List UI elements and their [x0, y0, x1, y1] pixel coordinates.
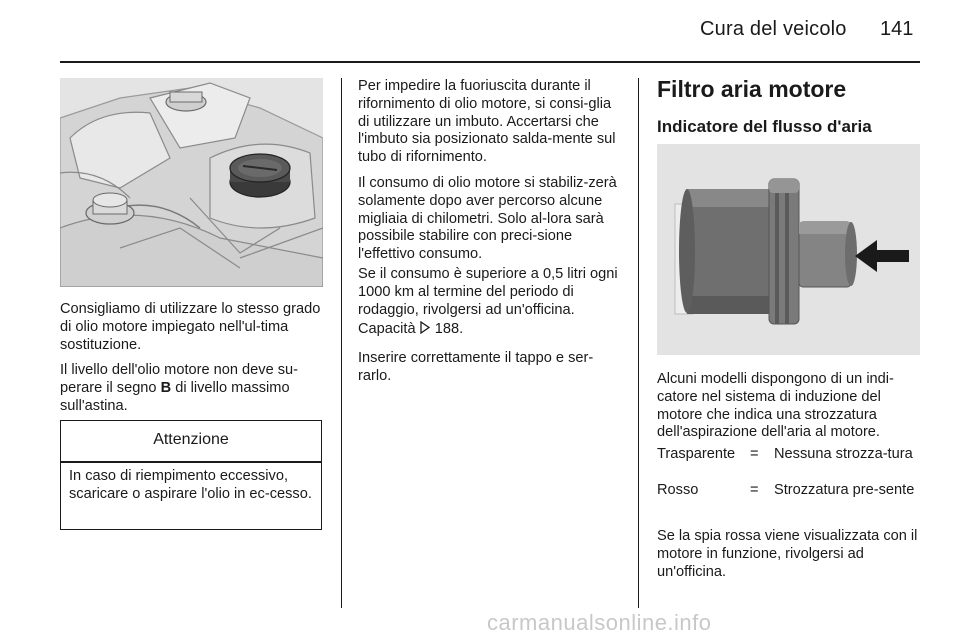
definition-term: Trasparente	[657, 446, 736, 462]
paragraph-cap: Inserire correttamente il tappo e ser-rarlo.	[358, 350, 594, 384]
header-rule	[60, 61, 920, 63]
section-subheading: Indicatore del flusso d'aria	[657, 117, 872, 136]
page-number: 141	[880, 18, 914, 40]
definition-term: Rosso	[657, 482, 699, 498]
oil-level-text-1: Il livello dell'olio motore non deve su-perare il segno	[60, 362, 299, 396]
definition-description: Nessuna strozza-tura	[774, 446, 913, 462]
running-header-title: Cura del veicolo	[700, 18, 847, 40]
indicator-definition-list	[657, 446, 921, 518]
section-heading: Filtro aria motore	[657, 76, 847, 102]
definition-equals: =	[750, 482, 759, 498]
warning-title: Attenzione	[153, 431, 229, 448]
paragraph-red-indicator: Se la spia rossa viene visualizzata con il motore in funzione, rivolgersi ad un'officina.	[657, 528, 918, 580]
paragraph-oil-grade: Consigliamo di utilizzare lo stesso grado di olio motore impiegato nell'ul-tima sostituzione.	[60, 301, 321, 353]
oil-level-text-2: di livello massimo sull'astina.	[60, 379, 290, 414]
warning-text: In caso di riempimento eccessivo, scaricare o aspirare l'olio in ec-cesso.	[69, 468, 312, 502]
capacity-page-link[interactable]: 188.	[434, 321, 464, 337]
engine-oil-cap-illustration	[60, 78, 323, 287]
definition-description: Strozzatura pre-sente	[774, 482, 915, 498]
warning-divider	[61, 461, 321, 463]
watermark: carmanualsonline.info	[487, 610, 712, 635]
definition-row	[657, 482, 921, 518]
paragraph-indicator: Alcuni modelli dispongono di un indi-catore nel sistema di induzione del motore che indica una strozzatura dell'aspirazione dell'aria al motore.	[657, 371, 894, 441]
capacity-label: Capacità	[358, 321, 416, 337]
paragraph-funnel: Per impedire la fuoriuscita durante il rifornimento di olio motore, si consi-glia di utilizzare un imbuto. Accertarsi che l'imbuto sia posizionato salda-mente sul tubo di rifornimento.	[358, 78, 616, 166]
paragraph-consumption-limit: Se il consumo è superiore a 0,5 litri ogni 1000 km al termine del periodo di rodaggio, rivolgersi ad un'officina.	[358, 266, 618, 318]
mark-b-label: B	[160, 379, 172, 396]
paragraph-consumption: Il consumo di olio motore si stabiliz-zerà solamente dopo aver percorso alcune migliaia di chilometri. Solo al-lora sarà possibile stabilire con preci-sione l'effettivo consumo.	[358, 175, 617, 263]
column-divider-right	[638, 78, 639, 608]
definition-equals: =	[750, 446, 759, 462]
air-flow-indicator-illustration	[657, 144, 920, 355]
definition-row	[657, 446, 921, 482]
column-divider-left	[341, 78, 342, 608]
paragraph-oil-level	[60, 362, 326, 415]
warning-box	[60, 420, 322, 530]
paragraph-capacity	[358, 321, 624, 340]
page-reference-arrow-icon	[420, 321, 431, 340]
